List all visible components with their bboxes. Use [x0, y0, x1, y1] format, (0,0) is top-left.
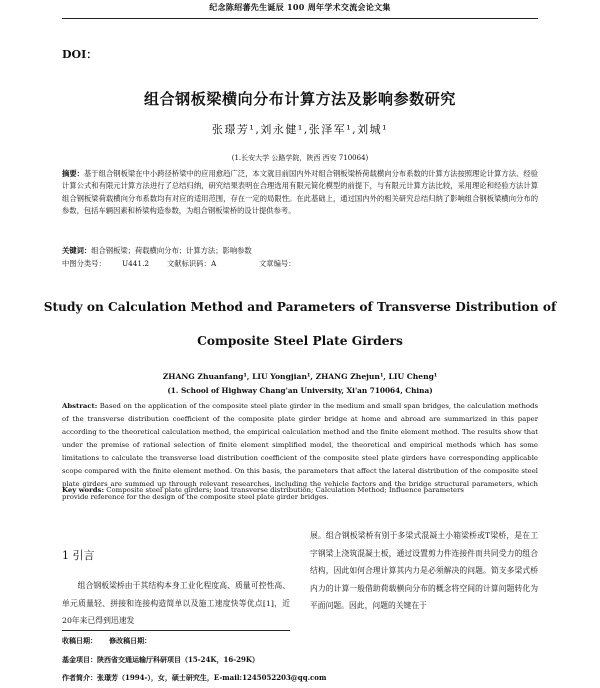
english-keywords: [62, 484, 538, 496]
body-right-column: 展。组合钢板梁桥有别于多梁式混凝土小箱梁桥或T梁桥，是在工字钢梁上浇筑混凝土板，通过设置剪力件连接件而共同受力的组合结构，因此如何合理计算其内力是必须解决的问题。简支多梁式桥内力的计算一般借助荷载横向分布的概念将空间的计算问题转化为平面问题。因此，问题的关键在于: [310, 531, 538, 610]
english-affiliation: (1. School of Highway Chang'an University, Xi'an 710064, China): [167, 386, 433, 395]
article-number-label: 文章编号：: [259, 259, 296, 268]
chinese-authors: 张璟芳¹,刘永健¹,张泽军¹,刘城¹: [211, 123, 389, 136]
chinese-keywords: [62, 245, 538, 257]
clc-label: 中图分类号：: [62, 259, 106, 268]
footnote-author: 作者简介：张璟芳（1994-），女，硕士研究生，E-mail:1245052203@qq.com: [62, 673, 327, 682]
chinese-abstract-label: 摘要：: [62, 169, 84, 178]
body-left-column: 组合钢板梁桥由于其结构本身工业化程度高、质量可控性高、单元质量轻、拼接和连接构造简单以及施工速度快等优点[1]，近20年来已得到迅速发: [62, 581, 290, 625]
english-keywords-label: Key words:: [62, 486, 105, 494]
chinese-affiliation: (1.长安大学 公路学院，陕西 西安 710064): [231, 154, 369, 162]
doc-code-label: 文献标识码：: [167, 259, 211, 268]
chinese-abstract-text: 基于组合钢板梁在中小跨径桥梁中的应用愈趋广泛，本文就目前国内外对组合钢板梁桥荷载横向分布系数的计算方法按照理论计算方法、经验计算公式和有限元计算方法进行了总结归纳，研究结果表明在合理选用有限元简化模型的前提下，与有限元计算方法比较，采用理论和经验方法计算组合钢板梁荷载横向分布系数均有对应的适用范围，存在一定的局限性。在此基础上，通过国内外的相关研究总结归纳了影响组合钢板梁横向分布的参数，包括车辆因素和桥梁构造参数，为组合钢板梁桥的设计提供参考。: [62, 169, 539, 216]
chinese-keywords-label: 关键词：: [62, 246, 92, 255]
running-header: 纪念陈绍蕃先生诞辰 100 周年学术交流会论文集: [209, 2, 391, 12]
doi-label: DOI：: [62, 48, 98, 61]
footnote-received: 收稿日期： 修改稿日期：: [62, 636, 152, 645]
footnote-fund: 基金项目：陕西省交通运输厅科研项目（15-24K，16-29K）: [62, 655, 259, 664]
doc-code-value: A: [211, 259, 217, 268]
english-title: Study on Calculation Method and Parameters of Transverse Distribution of Composite Steel Plate Girders: [43, 300, 557, 348]
english-keywords-text: Composite steel plate girders; load transverse distribution; Calculation Method; Influence parameters: [106, 486, 464, 494]
english-abstract-label: Abstract:: [62, 402, 98, 410]
chinese-title: 组合钢板梁横向分布计算方法及影响参数研究: [143, 90, 456, 108]
chinese-keywords-text: 组合钢板梁；荷载横向分布；计算方法；影响参数: [91, 246, 252, 255]
english-authors: ZHANG Zhuanfang¹, LIU Yongjian¹, ZHANG Zhejun¹, LIU Cheng¹: [162, 372, 438, 381]
english-abstract-text: Based on the application of the composite steel plate girder in the medium and small span bridges, the calculation methods of the transverse distribution coefficient of the composite plate girder bridge at home and abroad are summarized in this paper according to the theoretical calculation method, the empirical calculation method and the finite element method. The results show that under the premise of rational selection of finite element simplified model, the theoretical and empirical methods which has some limitations to calculate the transverse load distribution coefficient of the composite steel plate girders have corresponding applicable scope compared with the finite element method. On this basis, the parameters that affect the lateral distribution of the composite steel plate girders are summed up through relevant researches, including the vehicle factors and the bridge structural parameters, which provide reference for the design of the composite steel plate girder bridges.: [62, 402, 538, 501]
chinese-abstract: [62, 168, 538, 218]
clc-value: U441.2: [122, 259, 150, 268]
classification-line: [62, 258, 538, 270]
footnote-rule: [62, 630, 290, 631]
header-rule: [62, 18, 538, 19]
section-heading: 1 引言: [62, 549, 95, 562]
